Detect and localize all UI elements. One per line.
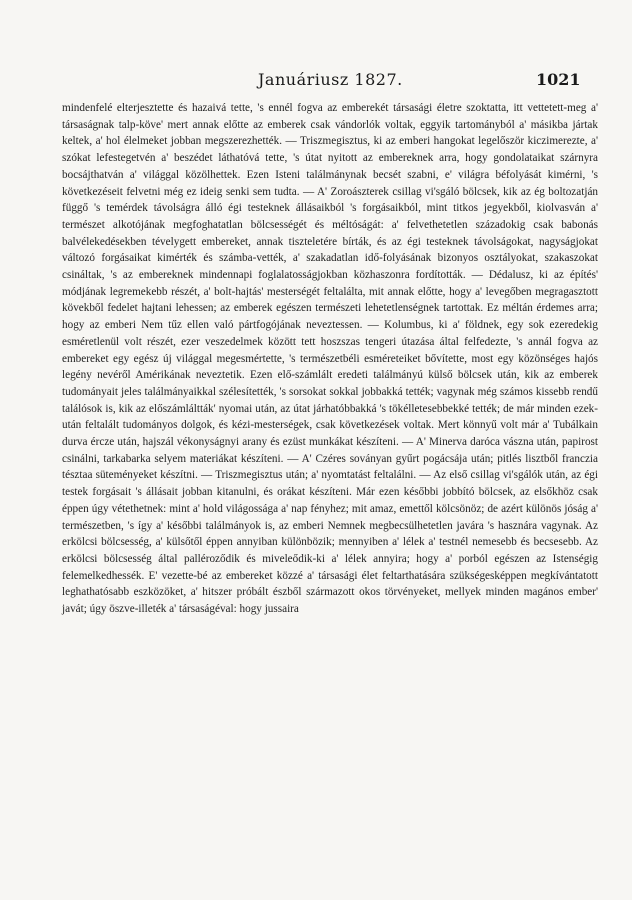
page-header <box>0 70 632 96</box>
paragraph-2: Ezen elő-számlált eredeti találmányú külső bölcsek után, kik az emberek tudományait jeles találmányaikkal szélesítették, 's sorsokat sokkal jobbakká tették; vagynak még számos kissebb rendű találósok is, kik az előszámláltták' nyomai után, az útat járhatóbbakká 's tökélletesebbekké tették; de már minden ezek-után feltalált tudományos dolgok, és kézi-mesterségek, csak következések voltak. Mert könnyű volt már a' Tubálkain durva ércze után, hajszál vékonyságnyi arany és ezüst munkákat készíteni. — A' Minerva daróca vászna után, papirost csinálni, tarkabarka selyem materiákat készíteni. — A' Czéres soványan gyűrt pogácsája után; pitlés lisztből franczia tésztaa süteményeket készítni. — Triszmegisztus után; a' nyomtatást feltalálni. — Az első csillag vi'sgálók után, az égi testek forgásait 's állásait jobban kitanulni, és orákat készíteni. Már ezen későbbi jobbító bölcsek, az elsőkhöz csak éppen úgy vétethetnek: mint a' hold világossága a' nap fényhez; mit amaz, emettől kölcsönöz; de azért különös jóság a' természetben, 's így a' későbbi találmányok is, az emberi Nemnek megbecsülhetetlen javára 's hasznára vagynak. <box>62 369 598 532</box>
body-text <box>62 100 598 618</box>
paragraph-3: Az erkölcsi bölcsesség, a' külsőtől éppen annyiban különbözik; mennyiben a' lélek a' testnél nemesebb és becsesebb. Az erkölcsi bölcsesség által palléroződik és miveleődik-ki a' lélek annyira; hogy a' porból egészen az Istenségig felemelkedhessék. E' vezette-bé az embereket közzé a' társasági élet feltarthatására szükségesképpen megkívántatott leghathatósabb eszközöket, a' hitszer próbált észből származott okos törvényeket, mellyek minden magános ember' javát; úgy öszve-illeték a' társaságéval: hogy jussaira <box>62 519 598 616</box>
page-number: 1021 <box>536 70 581 89</box>
running-head-title: Januáriusz 1827. <box>258 70 403 89</box>
paragraph-1: mindenfelé elterjesztette és hazaivá tette, 's ennél fogva az emberekét társasági életre szoktatta, itt vettetett-meg a' társaságnak talp-köve' mert annak előtte az emberek csak vándorlók voltak, eggyik tartományból a' másikba jártak keltek, a' hol élelmeket jobban megszerezhették. — Triszmegisztus, ki az emberi hangokat legelőször kiczimerezte, a' szókat lefestegetvén a' beszédet láthatóvá tette, 's útat nyitott az embereknek arra, hogy gondolataikat szárnyra bocsájthatván a' világgal közölhettek. Ezen Isteni találmánynak becsét szabni, e' világra béfolyását kimérni, 's következéseit felvetni még ez ideig senki sem tudta. — A' Zoroászterek csillag vi'sgáló bölcsek, kik az ég boltozatján függő 's temérdek távolságra álló égi testeknek állásaikból 's forgásaikból, mint titkos jegyekből, kiolvasván a' természet alkotójának megfoghatatlan bölcsességét és méltóságát: a' felvethetetlen századokig csak babonás balvélekedésekben tévelygett embereket, annak tiszteletére bírták, és az égi testeknek távolságokat, nagyságjokat változó forgásaikat kimérték és számba-vették, a' szakadatlan idő-folyásának bizonyos osztályokat, szakaszokat csináltak, 's az embereknek mindennapi foglalatosságjokban közhaszonra fordították. — Dédalusz, ki az építés' módjának legremekebb részét, a' bolt-hajtás' mesterségét feltalálta, mit annak előtte, hogy a' levegőben megragasztott kövekből fedelet hajtani lehessen; az emberek egészen természeti lehetetlenségnek tartottak. Ez méltán érdemes arra; hogy az emberi Nem tűz ellen való pártfogójának neveztessen. — Kolumbus, ki a' földnek, egy sok ezeredekig esméretlenül volt részét, ezer veszedelmek között tett hoszszas tengeri útazása által felfedezte, 's annál fogva az embereket egy egész új világgal megesmértette, 's természetbéli esméreteiket bővítette, most egy közönséges hajós legény nevéről Amérikának neveztetik. <box>62 102 598 382</box>
